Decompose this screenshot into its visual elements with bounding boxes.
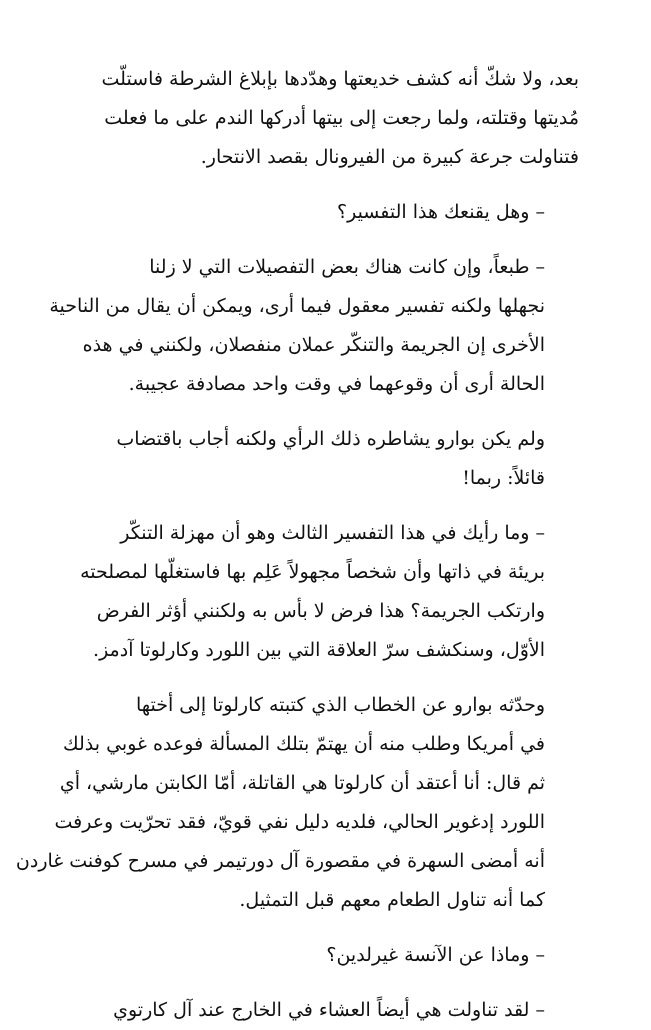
text-line: وحدّثه بوارو عن الخطاب الذي كتبته كارلوتا إلى أختها [135,694,545,716]
text-line: الأوّل، وسنكشف سرّ العلاقة التي بين اللورد وكارلوتا آدمز. [93,639,545,661]
text-line: أنه أمضى السهرة في مقصورة آل دورتيمر في مسرح كوفنت غاردن [15,850,545,872]
text-line: اللورد إدغوير الحالي، فلديه دليل نفي قويّ، فقد تحرّيت وعرفت [54,811,545,833]
paragraph-6 [15,686,579,920]
paragraph-1 [72,60,579,177]
text-line: الأخرى إن الجريمة والتنكّر عملان منفصلان، ولكنني في هذه [82,334,545,356]
text-line: – لقد تناولت هي أيضاً العشاء في الخارج عند آل كارتوي [113,999,545,1021]
paragraph-2 [72,193,579,232]
text-line: مُديتها وقتلته، ولما رجعت إلى بيتها أدركها الندم على ما فعلت [104,107,579,129]
paragraph-8 [72,991,579,1030]
text-line: – طبعاً، وإن كانت هناك بعض التفصيلات التي لا زلنا [149,256,545,278]
text-line: ولم يكن بوارو يشاطره ذلك الرأي ولكنه أجاب باقتضاب [116,428,545,450]
text-line: الحالة أرى أن وقوعهما في وقت واحد مصادفة عجيبة. [128,373,545,395]
text-line: – وهل يقنعك هذا التفسير؟ [337,201,545,223]
text-line: بريئة في ذاتها وأن شخصاً مجهولاً عَلِم بها فاستغلّها لمصلحته [80,561,545,583]
text-line: قائلاً: ربما! [462,467,545,489]
paragraph-7 [72,936,579,975]
paragraph-4 [72,420,579,498]
text-line: ثم قال: أنا أعتقد أن كارلوتا هي القاتلة، أمّا الكابتن مارشي، أي [59,772,545,794]
paragraph-3 [49,248,579,404]
text-line: في أمريكا وطلب منه أن يهتمّ بتلك المسألة فوعده غوبي بذلك [62,733,545,755]
text-line: فتناولت جرعة كبيرة من الفيرونال بقصد الانتحار. [200,146,579,168]
text-line: وارتكب الجريمة؟ هذا فرض لا بأس به ولكنني أؤثر الفرض [96,600,545,622]
paragraph-5 [72,514,579,670]
text-line: – وماذا عن الآنسة غيرلدين؟ [326,944,545,966]
text-line: – وما رأيك في هذا التفسير الثالث وهو أن مهزلة التنكّر [120,522,545,544]
text-line: بعد، ولا شكّ أنه كشف خديعتها وهدّدها بإبلاغ الشرطة فاستلّت [101,68,579,90]
text-line: كما أنه تناول الطعام معهم قبل التمثيل. [239,889,545,911]
text-line: نجهلها ولكنه تفسير معقول فيما أرى، ويمكن أن يقال من الناحية [49,295,545,317]
